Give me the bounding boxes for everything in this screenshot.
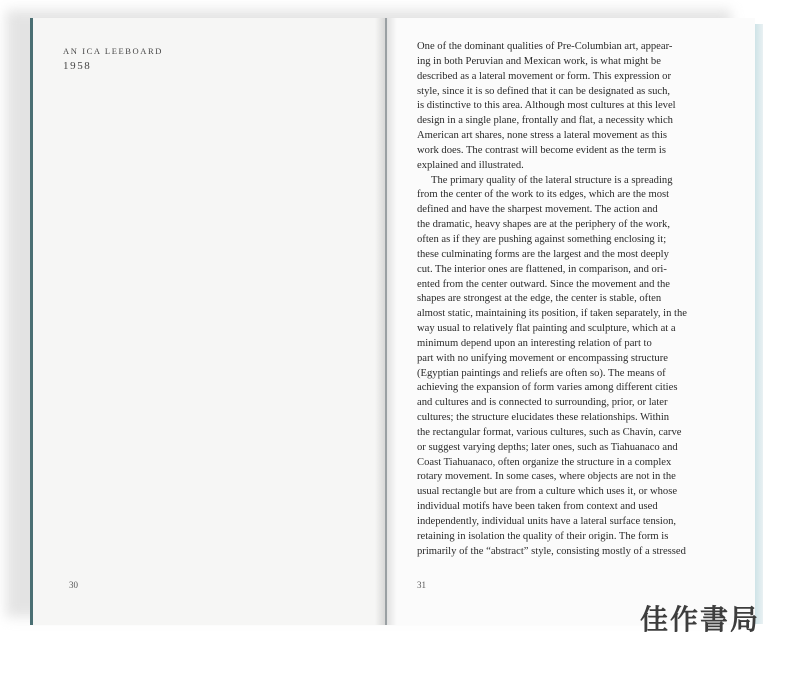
text-line: is distinctive to this area. Although most cultures at this level (417, 100, 676, 112)
text-line: shapes are strongest at the edge, the center is stable, often (417, 293, 662, 305)
text-line: way usual to relatively flat painting and sculpture, which at a (417, 323, 676, 335)
left-page-number: 30 (69, 580, 78, 590)
left-page (30, 18, 385, 625)
text-line: work does. The contrast will become evident as the term is (417, 144, 666, 156)
text-line: ented from the center outward. Since the movement and the (417, 278, 670, 290)
text-line: independently, individual units have a lateral surface tension, (417, 516, 677, 527)
right-page (387, 18, 755, 625)
open-book (30, 18, 755, 625)
text-line: described as a lateral movement or form. This expression or (417, 70, 671, 82)
text-line: defined and have the sharpest movement. The action and (417, 204, 658, 216)
watermark-text: 佳作書局 (639, 603, 760, 636)
text-line: ing in both Peruvian and Mexican work, is what might be (417, 55, 661, 67)
text-line: retaining in isolation the quality of their origin. The form is (417, 530, 669, 542)
text-line: rotary movement. In some cases, where objects are not in the (417, 471, 676, 483)
text-line: minimum depend upon an interesting relation of part to (417, 337, 652, 349)
text-line: from the center of the work to its edges, which are the most (417, 189, 670, 201)
text-line: almost static, maintaining its position, if taken separately, in the (417, 308, 687, 320)
text-line: American art shares, none stress a lateral movement as this (417, 130, 668, 142)
text-line: often as if they are pushing against something enclosing it; (417, 233, 667, 245)
text-line: the rectangular format, various cultures, such as Chavín, carve (417, 426, 682, 438)
text-line: primarily of the “abstract” style, consisting mostly of a stressed (417, 545, 686, 557)
running-head: AN ICA LEEBOARD (63, 46, 164, 56)
text-line: cultures; the structure elucidates these relationships. Within (417, 412, 670, 424)
text-line: and cultures and is connected to surrounding, prior, or later (417, 397, 668, 409)
text-line: usual rectangle but are from a culture which uses it, or whose (417, 486, 678, 498)
text-line: individual motifs have been taken from context and used (417, 501, 658, 513)
text-line: design in a single plane, frontally and flat, a necessity which (417, 115, 673, 127)
body-text (417, 40, 717, 560)
text-line: explained and illustrated. (417, 159, 524, 171)
text-line: One of the dominant qualities of Pre-Columbian art, appear- (417, 41, 673, 52)
running-head-year: 1958 (63, 60, 92, 72)
text-line: (Egyptian paintings and reliefs are often so). The means of (417, 367, 666, 379)
page-edge (755, 24, 763, 624)
text-line: these culminating forms are the largest and the most deeply (417, 248, 669, 260)
text-line: part with no unifying movement or encompassing structure (417, 352, 668, 364)
text-line: The primary quality of the lateral structure is a spreading (431, 174, 673, 186)
right-page-number: 31 (417, 580, 426, 590)
text-line: style, since it is so defined that it can be designated as such, (417, 85, 671, 97)
text-line: cut. The interior ones are flattened, in comparison, and ori- (417, 263, 667, 275)
text-line: the dramatic, heavy shapes are at the periphery of the work, (417, 219, 670, 231)
text-line: achieving the expansion of form varies among different cities (417, 382, 678, 394)
text-line: Coast Tiahuanaco, often organize the structure in a complex (417, 456, 672, 468)
text-line: or suggest varying depths; later ones, such as Tiahuanaco and (417, 441, 678, 453)
